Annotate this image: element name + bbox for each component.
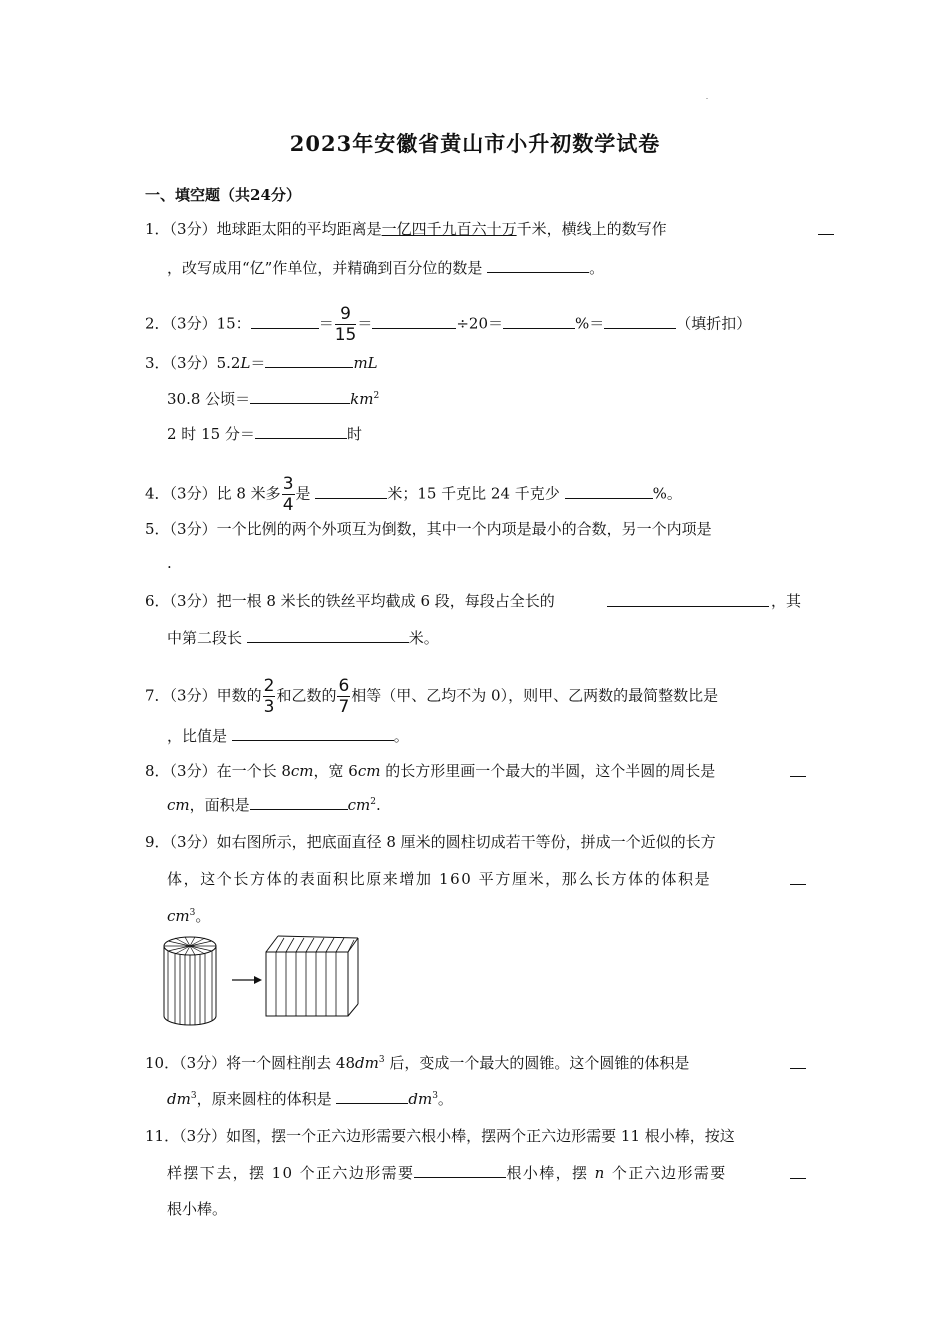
q7-fraction-1-denominator: 3	[263, 697, 275, 717]
q10-unit-2: dm	[167, 1090, 191, 1108]
q10-text-d: 。	[437, 1090, 453, 1108]
q11-blank-2[interactable]	[790, 1164, 806, 1179]
q4-blank-1[interactable]	[315, 484, 387, 499]
q11-variable-n: n	[594, 1164, 606, 1182]
q10-score: （3分）	[179, 1054, 227, 1072]
q3-unit-hour: 时	[346, 425, 362, 443]
question-10-line-1	[145, 1052, 689, 1073]
question-7-line-1	[145, 676, 718, 717]
q10-unit-sup-1: 3	[378, 1055, 385, 1065]
q2-blank-ratio[interactable]	[251, 314, 319, 329]
q3-blank-3[interactable]	[255, 424, 347, 439]
q11-text-2b: 根小棒，摆	[506, 1164, 589, 1182]
q3-value-3: 2 时 15 分＝	[167, 425, 255, 443]
question-3-line-2	[167, 388, 379, 409]
q1-number: 1．	[145, 220, 170, 238]
q3-unit-liter: L	[240, 354, 251, 372]
q1-text-b: 千米，横线上的数写作	[516, 220, 667, 238]
q2-blank-percent[interactable]	[503, 314, 575, 329]
q4-number: 4．	[145, 484, 170, 503]
q7-text-c: 相等（甲、乙均不为 0），则甲、乙两数的最简整数比是	[351, 686, 719, 705]
q1-underlined-number: 一亿四千九百六十万	[381, 220, 517, 238]
section-heading: 一、填空题（共24分）	[145, 186, 301, 204]
question-2	[145, 304, 751, 345]
q10-number: 10．	[145, 1054, 180, 1072]
question-3-line-3	[167, 423, 362, 444]
q9-number: 9．	[145, 833, 170, 851]
q8-unit-sup: 2	[370, 797, 376, 807]
q9-unit-sup: 3	[189, 908, 196, 918]
question-3-line-1	[145, 352, 378, 373]
q7-fraction-2-numerator: 6	[338, 676, 350, 696]
question-8-line-1	[145, 760, 715, 781]
q8-text-e: .	[376, 796, 381, 814]
q4-fraction-denominator: 4	[282, 495, 294, 515]
q2-blank-discount[interactable]	[604, 314, 676, 329]
q9-unit: cm	[167, 907, 190, 925]
q7-text-e: 。	[393, 727, 409, 745]
q3-value-2: 30.8 公顷＝	[167, 390, 251, 408]
q2-fraction-denominator: 15	[334, 325, 357, 345]
q7-text-b: 和乙数的	[276, 686, 337, 705]
q8-blank-1[interactable]	[790, 762, 806, 777]
question-6-line-1	[145, 590, 555, 611]
q8-unit-cm-1: cm	[290, 762, 314, 780]
q8-text-c: 的长方形里画一个最大的半圆，这个半圆的周长是	[380, 762, 716, 780]
q6-blank-1[interactable]	[607, 592, 769, 607]
q6-number: 6．	[145, 592, 170, 610]
q8-score: （3分）	[169, 762, 217, 780]
q2-fraction	[335, 304, 357, 345]
question-6-line-2	[167, 627, 439, 648]
q2-percent: %＝	[575, 314, 605, 333]
arrow-icon	[232, 976, 262, 984]
q10-text-a: 将一个圆柱削去 48	[226, 1054, 355, 1072]
q1-text-c: ，改写成用“亿”作单位，并精确到百分位的数是	[167, 259, 483, 277]
q11-text-2c: 个正六边形需要	[611, 1164, 727, 1182]
q11-text-1: 如图，摆一个正六边形需要六根小棒，摆两个正六边形需要 11 根小棒，按这	[226, 1127, 735, 1145]
q10-unit-3: dm	[408, 1090, 433, 1108]
q7-text-a: 甲数的	[216, 686, 262, 705]
q7-fraction-2	[337, 676, 350, 717]
question-1-line-1	[145, 218, 667, 239]
q1-text-a: 地球距太阳的平均距离是	[216, 220, 382, 238]
q8-number: 8．	[145, 762, 170, 780]
q10-text-c: ，原来圆柱的体积是	[196, 1090, 332, 1108]
q2-fraction-numerator: 9	[335, 304, 357, 325]
q8-text-d: ，面积是	[189, 796, 250, 814]
q1-blank-2[interactable]	[487, 258, 589, 273]
q7-score: （3分）	[169, 686, 217, 705]
q6-text-b: ，其	[771, 592, 802, 610]
q2-equals-1: ＝	[318, 314, 334, 333]
q8-text-a: 在一个长 8	[216, 762, 291, 780]
q1-score: （3分）	[169, 220, 217, 238]
q3-equals: ＝	[250, 354, 266, 372]
q2-blank-dividend[interactable]	[372, 314, 456, 329]
q9-text-1: 如右图所示，把底面直径 8 厘米的圆柱切成若干等份，拼成一个近似的长方	[216, 833, 716, 851]
q5-score: （3分）	[169, 520, 217, 538]
scan-speck	[706, 98, 708, 99]
q11-number: 11．	[145, 1127, 180, 1145]
q5-number: 5．	[145, 520, 170, 538]
q11-blank-1[interactable]	[414, 1163, 506, 1178]
question-11-line-3: 根小棒。	[167, 1200, 228, 1218]
question-5-line-2: .	[167, 554, 172, 572]
q10-unit-sup-2: 3	[190, 1091, 197, 1101]
q5-text: 一个比例的两个外项互为倒数，其中一个内项是最小的合数，另一个内项是	[216, 520, 712, 538]
q3-score: （3分）	[169, 354, 217, 372]
q3-unit-km: km	[350, 390, 374, 408]
question-9-line-1	[145, 831, 716, 852]
q2-divide: ÷20＝	[456, 314, 504, 333]
question-7-line-2	[167, 725, 409, 746]
q8-blank-2[interactable]	[250, 795, 348, 810]
q9-score: （3分）	[169, 833, 217, 851]
q9-end: 。	[195, 907, 211, 925]
q2-tail: （填折扣）	[676, 314, 752, 333]
question-11-line-2	[167, 1162, 727, 1183]
q2-score: （3分）	[169, 314, 217, 333]
q10-unit-1: dm	[355, 1054, 379, 1072]
q11-score: （3分）	[179, 1127, 227, 1145]
q2-text-a: 15：	[216, 314, 251, 333]
q6-text-a: 把一根 8 米长的铁丝平均截成 6 段，每段占全长的	[216, 592, 555, 610]
q4-text-b: 是	[295, 484, 311, 503]
question-11-line-1	[145, 1125, 735, 1146]
q3-unit-ml: mL	[353, 354, 378, 372]
q3-number: 3．	[145, 354, 170, 372]
q4-text-a: 比 8 米多	[216, 484, 281, 503]
q4-text-c: 米；15 千克比 24 千克少	[387, 484, 560, 503]
question-1-line-2	[167, 257, 604, 278]
question-5-line-1	[145, 518, 712, 539]
q1-blank-1[interactable]	[818, 220, 834, 235]
q3-unit-km-sup: 2	[373, 391, 380, 401]
q9-blank[interactable]	[790, 870, 806, 885]
q4-score: （3分）	[169, 484, 217, 503]
q10-unit-sup-3: 3	[432, 1091, 438, 1101]
question-10-line-2	[167, 1088, 453, 1109]
q4-fraction-numerator: 3	[282, 474, 294, 494]
q10-text-b: 后，变成一个最大的圆锥。这个圆锥的体积是	[384, 1054, 690, 1072]
q8-text-b: ，宽 6	[313, 762, 358, 780]
q4-text-d: %。	[652, 484, 682, 503]
q1-text-d: 。	[589, 259, 605, 277]
q7-text-d: ，比值是	[167, 727, 228, 745]
question-9-line-2: 体，这个长方体的表面积比原来增加 160 平方厘米，那么长方体的体积是	[167, 870, 712, 888]
q7-fraction-2-denominator: 7	[338, 697, 350, 717]
q2-number: 2．	[145, 314, 170, 333]
question-4	[145, 474, 682, 515]
q4-fraction	[282, 474, 295, 515]
q8-unit-cm-4: cm	[347, 796, 371, 814]
q6-blank-2[interactable]	[247, 628, 409, 643]
q8-unit-cm-2: cm	[357, 762, 381, 780]
q3-blank-2[interactable]	[250, 389, 350, 404]
page-title: 2023年安徽省黄山市小升初数学试卷	[289, 131, 661, 156]
q2-equals-2: ＝	[357, 314, 373, 333]
q7-number: 7．	[145, 686, 170, 705]
question-9-line-3	[167, 905, 210, 926]
q3-blank-1[interactable]	[265, 353, 353, 368]
q6-text-d: 米。	[408, 629, 439, 647]
q7-fraction-1-numerator: 2	[263, 676, 275, 696]
q3-value-1: 5.2	[216, 354, 241, 372]
cylinder-figure	[164, 937, 216, 1025]
q10-blank-2[interactable]	[336, 1089, 408, 1104]
cuboid-figure	[266, 936, 358, 1016]
q6-text-c: 中第二段长	[167, 629, 243, 647]
q6-score: （3分）	[169, 592, 217, 610]
q11-text-2a: 样摆下去，摆 10 个正六边形需要	[167, 1164, 415, 1182]
q7-fraction-1	[263, 676, 276, 717]
question-8-line-2	[167, 794, 381, 815]
cylinder-to-cuboid-figure	[160, 932, 360, 1028]
q4-blank-2[interactable]	[565, 484, 653, 499]
q10-blank-1[interactable]	[790, 1054, 806, 1069]
q7-blank-value[interactable]	[232, 726, 394, 741]
q8-unit-cm-3: cm	[167, 796, 190, 814]
